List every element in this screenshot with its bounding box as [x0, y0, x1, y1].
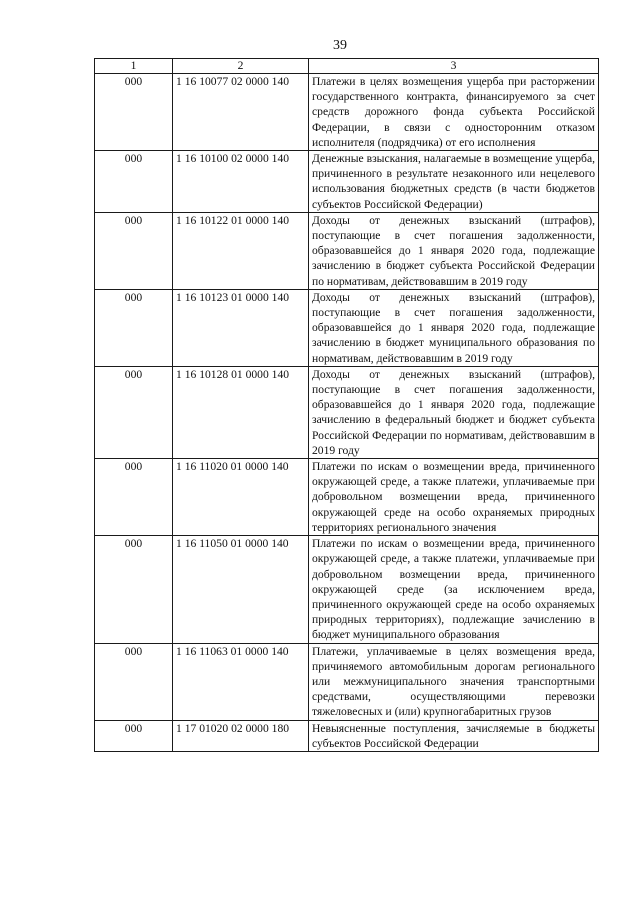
description-cell: Платежи в целях возмещения ущерба при расторжении государственного контракта, финансируемого за счет средств дорожного фонда субъекта Российской Федерации, в связи с односторонним отказом исполнителя (подрядчика) от его исполнения [309, 74, 599, 151]
description-cell: Денежные взыскания, налагаемые в возмещение ущерба, причиненного в результате незаконного или нецелевого использования бюджетных средств (в части бюджетов субъектов Российской Федерации) [309, 151, 599, 213]
column-header-3: 3 [309, 59, 599, 74]
admin-code-cell: 000 [95, 459, 173, 536]
admin-code-cell: 000 [95, 289, 173, 366]
table-row [95, 459, 599, 536]
kbk-code-cell: 1 16 10123 01 0000 140 [173, 289, 309, 366]
revenue-classification-table [94, 58, 599, 752]
table-row [95, 74, 599, 151]
kbk-code-cell: 1 16 11063 01 0000 140 [173, 643, 309, 720]
kbk-code-cell: 1 16 10077 02 0000 140 [173, 74, 309, 151]
admin-code-cell: 000 [95, 720, 173, 751]
kbk-code-cell: 1 16 10128 01 0000 140 [173, 366, 309, 458]
column-header-1: 1 [95, 59, 173, 74]
kbk-code-cell: 1 16 11020 01 0000 140 [173, 459, 309, 536]
description-cell: Платежи по искам о возмещении вреда, причиненного окружающей среде, а также платежи, уплачиваемые при добровольном возмещении вреда, причиненного окружающей среде (за исключением вреда, причиненного окружающей среде на особо охраняемых природных территориях), подлежащие зачислению в бюджет муниципального образования [309, 536, 599, 643]
admin-code-cell: 000 [95, 74, 173, 151]
admin-code-cell: 000 [95, 366, 173, 458]
description-cell: Платежи по искам о возмещении вреда, причиненного окружающей среде, а также платежи, уплачиваемые при добровольном возмещении вреда, причиненного окружающей среде на особо охраняемых природных территориях регионального значения [309, 459, 599, 536]
admin-code-cell: 000 [95, 212, 173, 289]
table-row [95, 720, 599, 751]
admin-code-cell: 000 [95, 151, 173, 213]
kbk-code-cell: 1 16 10100 02 0000 140 [173, 151, 309, 213]
page-number: 39 [333, 38, 347, 53]
table-row [95, 289, 599, 366]
description-cell: Доходы от денежных взысканий (штрафов), поступающие в счет погашения задолженности, образовавшейся до 1 января 2020 года, подлежащие зачислению в бюджет субъекта Российской Федерации по нормативам, действовавшим в 2019 году [309, 212, 599, 289]
table-row [95, 643, 599, 720]
table-row [95, 212, 599, 289]
table-row [95, 151, 599, 213]
table-row [95, 536, 599, 643]
column-header-2: 2 [173, 59, 309, 74]
admin-code-cell: 000 [95, 643, 173, 720]
description-cell: Доходы от денежных взысканий (штрафов), поступающие в счет погашения задолженности, образовавшейся до 1 января 2020 года, подлежащие зачислению в бюджет муниципального образования по нормативам, действовавшим в 2019 году [309, 289, 599, 366]
kbk-code-cell: 1 16 10122 01 0000 140 [173, 212, 309, 289]
kbk-code-cell: 1 17 01020 02 0000 180 [173, 720, 309, 751]
kbk-code-cell: 1 16 11050 01 0000 140 [173, 536, 309, 643]
description-cell: Доходы от денежных взысканий (штрафов), поступающие в счет погашения задолженности, образовавшейся до 1 января 2020 года, подлежащие зачислению в федеральный бюджет и бюджет субъекта Российской Федерации по нормативам, действовавшим в 2019 году [309, 366, 599, 458]
description-cell: Невыясненные поступления, зачисляемые в бюджеты субъектов Российской Федерации [309, 720, 599, 751]
description-cell: Платежи, уплачиваемые в целях возмещения вреда, причиняемого автомобильным дорогам регионального или межмуниципального значения транспортными средствами, осуществляющими перевозки тяжеловесных и (или) крупногабаритных грузов [309, 643, 599, 720]
table-row [95, 366, 599, 458]
admin-code-cell: 000 [95, 536, 173, 643]
table-header-row [95, 59, 599, 74]
